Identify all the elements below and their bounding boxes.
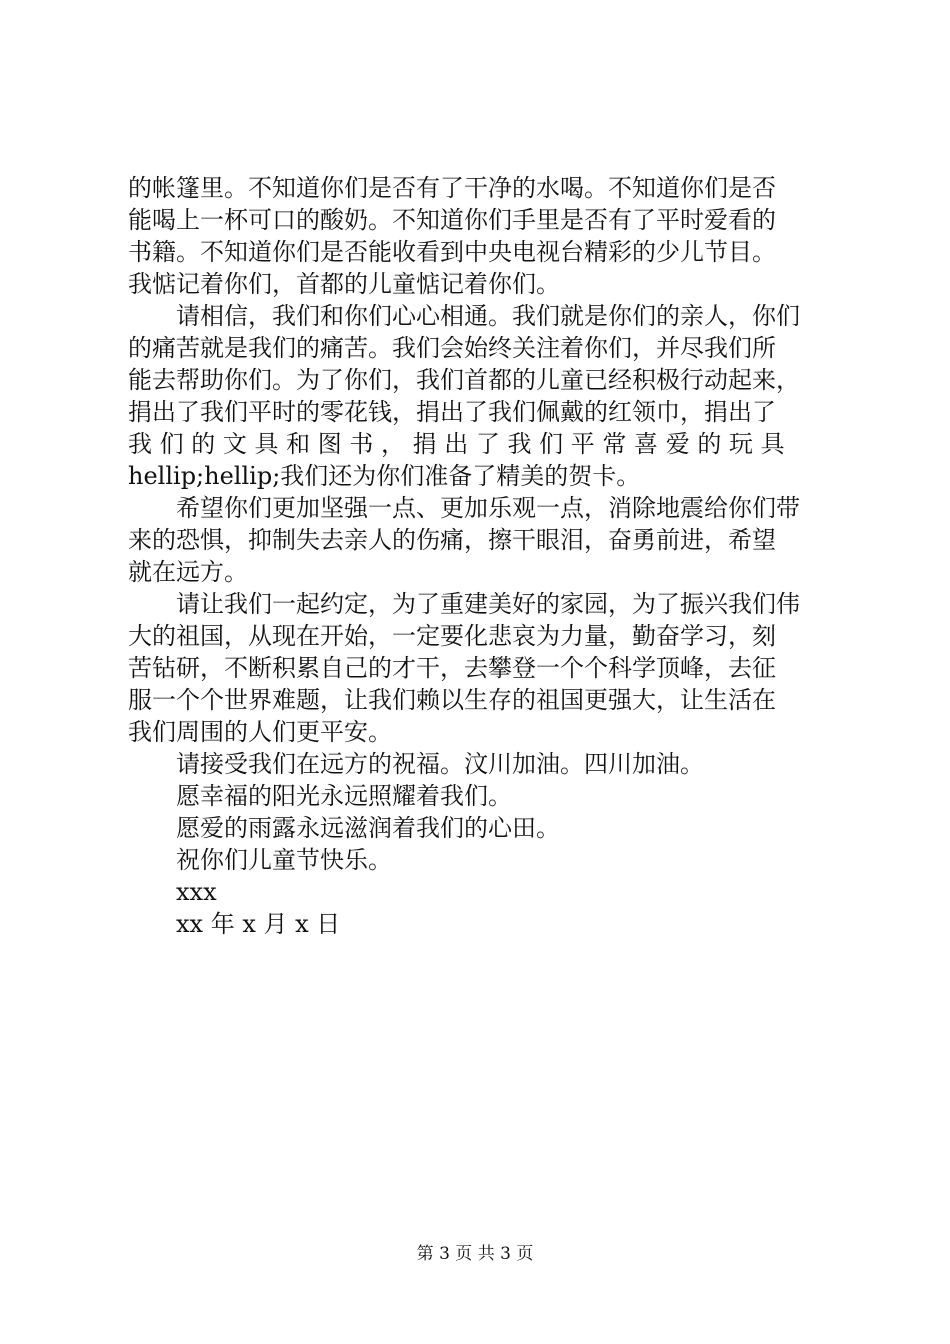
signature-name: xxx: [176, 878, 217, 906]
text-line-17: 服一个个世界难题，让我们赖以生存的祖国更强大，让生活在: [128, 686, 776, 714]
signature-date: xx 年 x 月 x 日: [176, 910, 341, 938]
text-line-8: 捐出了我们平时的零花钱，捐出了我们佩戴的红领巾，捐出了: [128, 398, 776, 426]
text-line-4: 我惦记着你们，首都的儿童惦记着你们。: [128, 270, 560, 298]
text-line-2: 能喝上一杯可口的酸奶。不知道你们手里是否有了平时爱看的: [128, 206, 776, 234]
page-number-footer: 第 3 页 共 3 页: [416, 1244, 534, 1264]
text-line-18: 我们周围的人们更平安。: [128, 718, 392, 746]
text-line-15: 大的祖国，从现在开始，一定要化悲哀为力量，勤奋学习，刻: [128, 622, 776, 650]
text-line-12: 来的恐惧，抑制失去亲人的伤痛，擦干眼泪，奋勇前进，希望: [128, 526, 776, 554]
text-line-20: 愿幸福的阳光永远照耀着我们。: [176, 782, 512, 810]
text-line-3: 书籍。不知道你们是否能收看到中央电视台精彩的少儿节目。: [128, 238, 776, 266]
text-line-10: hellip;hellip;我们还为你们准备了精美的贺卡。: [128, 462, 641, 490]
text-line-5: 请相信，我们和你们心心相通。我们就是你们的亲人，你们: [176, 302, 800, 330]
text-line-13: 就在远方。: [128, 558, 248, 586]
text-line-11: 希望你们更加坚强一点、更加乐观一点，消除地震给你们带: [176, 494, 800, 522]
text-line-16: 苦钻研，不断积累自己的才干，去攀登一个个科学顶峰，去征: [128, 654, 776, 682]
text-line-21: 愿爱的雨露永远滋润着我们的心田。: [176, 814, 560, 842]
text-line-14: 请让我们一起约定，为了重建美好的家园，为了振兴我们伟: [176, 590, 800, 618]
text-line-22: 祝你们儿童节快乐。: [176, 846, 392, 874]
text-line-1: 的帐篷里。不知道你们是否有了干净的水喝。不知道你们是否: [128, 174, 776, 202]
text-line-7: 能去帮助你们。为了你们，我们首都的儿童已经积极行动起来，: [128, 366, 800, 394]
letter-body: [128, 172, 830, 940]
text-line-6: 的痛苦就是我们的痛苦。我们会始终关注着你们，并尽我们所: [128, 334, 776, 362]
text-line-19: 请接受我们在远方的祝福。汶川加油。四川加油。: [176, 750, 704, 778]
text-line-9: 我 们 的 文 具 和 图 书 ， 捐 出 了 我 们 平 常 喜 爱 的 玩 具: [128, 430, 785, 458]
